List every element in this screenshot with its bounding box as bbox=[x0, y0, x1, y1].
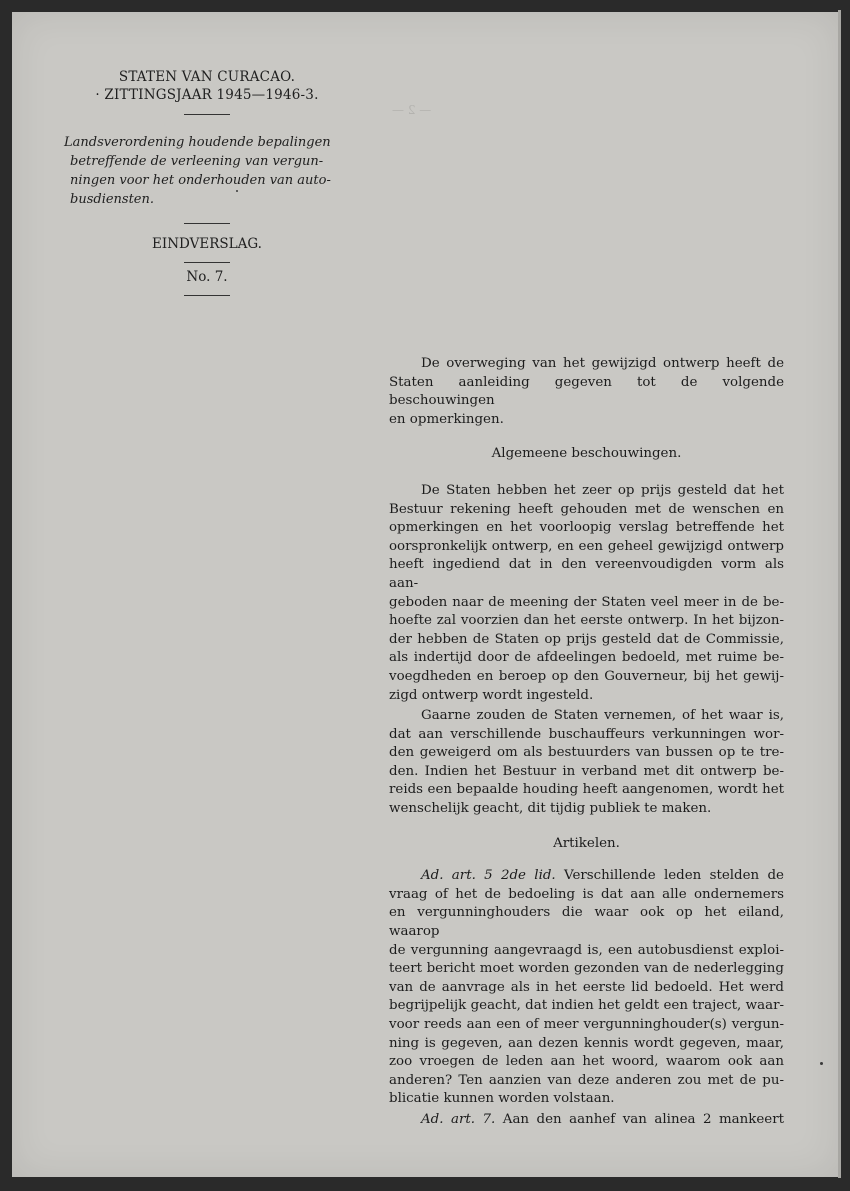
document-header bbox=[60, 68, 354, 296]
report-number: No. 7. bbox=[186, 269, 228, 285]
session-year: · ZITTINGSJAAR 1945—1946-3. bbox=[95, 87, 319, 103]
text-line: wenschelijk geacht, dit tijdig publiek te maken. bbox=[389, 801, 712, 817]
text-line: teert bericht moet worden gezonden van de nederlegging bbox=[389, 961, 784, 977]
paper-speck bbox=[236, 190, 238, 192]
text-line bbox=[389, 867, 784, 886]
text-line: oorspronkelijk ontwerp, en een geheel gewijzigd ontwerp bbox=[389, 538, 784, 554]
text-line: begrijpelijk geacht, dat indien het geldt een traject, waar- bbox=[389, 998, 784, 1014]
bleed-through-text: — 2 — bbox=[392, 103, 432, 117]
text-line: voegdheden en beroep op den Gouverneur, bij het gewij- bbox=[389, 668, 784, 684]
text-line: heeft ingediend dat in den vereenvoudigden vorm als aan- bbox=[389, 557, 784, 591]
text-line: zigd ontwerp wordt ingesteld. bbox=[389, 687, 594, 703]
report-body bbox=[389, 355, 784, 1130]
divider bbox=[184, 223, 230, 224]
text-line: en opmerkingen. bbox=[389, 411, 504, 427]
text-line: zoo vroegen de leden aan het woord, waarom ook aan bbox=[389, 1054, 784, 1070]
section-title-articles: Artikelen. bbox=[553, 835, 620, 851]
text-line bbox=[389, 1111, 784, 1130]
text-line: ning is gegeven, aan dezen kennis wordt gegeven, maar, bbox=[389, 1035, 784, 1051]
report-title: EINDVERSLAG. bbox=[152, 236, 262, 252]
subject-line: Landsverordening houdende bepalingen bbox=[64, 135, 331, 150]
text-line: hoefte zal voorzien dan het eerste ontwerp. In het bijzon- bbox=[389, 613, 784, 629]
text-line: geboden naar de meening der Staten veel meer in de be- bbox=[389, 594, 784, 610]
text-line: De Staten hebben het zeer op prijs gesteld dat het bbox=[421, 482, 784, 498]
text-line: en vergunninghouders die waar ook op het eiland, waarop bbox=[389, 905, 784, 940]
text-line: den geweigerd om als bestuurders van bussen op te tre- bbox=[389, 745, 784, 761]
text-fragment: Verschillende leden stelden de bbox=[564, 868, 784, 884]
subject-line: betreffende de verleening van vergun- bbox=[70, 154, 324, 169]
article-reference: Ad. art. 7. bbox=[421, 1111, 496, 1127]
text-line: als indertijd door de afdeelingen bedoeld, met ruime be- bbox=[389, 650, 784, 666]
article-5-paragraph bbox=[389, 867, 784, 1109]
article-7-paragraph bbox=[389, 1111, 784, 1130]
article-reference: Ad. art. 5 2de lid. bbox=[421, 868, 556, 884]
text-line: blicatie kunnen worden volstaan. bbox=[389, 1091, 615, 1107]
assembly-name: STATEN VAN CURACAO. bbox=[118, 69, 296, 85]
text-line: van de aanvrage als in het eerste lid bedoeld. Het werd bbox=[389, 979, 784, 995]
section-title-general: Algemeene beschouwingen. bbox=[491, 446, 682, 462]
text-line: Gaarne zouden de Staten vernemen, of het waar is, bbox=[421, 708, 784, 724]
text-line: anderen? Ten aanzien van deze anderen zou met de pu- bbox=[389, 1072, 784, 1088]
text-line: de vergunning aangevraagd is, een autobusdienst exploi- bbox=[389, 942, 784, 958]
text-line: De overweging van het gewijzigd ontwerp heeft de bbox=[421, 356, 784, 371]
text-line: der hebben de Staten op prijs gesteld dat de Commissie, bbox=[389, 631, 784, 647]
page-edge bbox=[838, 10, 841, 1178]
intro-paragraph bbox=[389, 355, 784, 429]
divider bbox=[184, 262, 230, 263]
paper-speck bbox=[820, 1062, 823, 1065]
text-line: reids een bepaalde houding heeft aangenomen, wordt het bbox=[389, 782, 784, 798]
ordinance-subject bbox=[60, 133, 354, 209]
subject-line: ningen voor het onderhouden van auto- bbox=[70, 173, 331, 188]
text-line: Staten aanleiding gegeven tot de volgende beschouwingen bbox=[389, 374, 784, 409]
text-line: voor reeds aan een of meer vergunninghouder(s) vergun- bbox=[389, 1017, 784, 1032]
divider bbox=[184, 114, 230, 115]
general-paragraph-1 bbox=[389, 482, 784, 705]
text-fragment: Aan den aanhef van alinea 2 mankeert bbox=[502, 1111, 785, 1127]
text-line: Bestuur rekening heeft gehouden met de wenschen en bbox=[389, 501, 784, 517]
text-line: den. Indien het Bestuur in verband met dit ontwerp be- bbox=[389, 763, 784, 779]
divider bbox=[184, 295, 230, 296]
text-line: opmerkingen en het voorloopig verslag betreffende het bbox=[389, 520, 784, 536]
subject-line: busdiensten. bbox=[70, 192, 155, 207]
general-paragraph-2 bbox=[389, 707, 784, 819]
text-line: dat aan verschillende buschauffeurs verkunningen wor- bbox=[389, 726, 784, 742]
text-line: vraag of het de bedoeling is dat aan alle ondernemers bbox=[389, 886, 784, 902]
